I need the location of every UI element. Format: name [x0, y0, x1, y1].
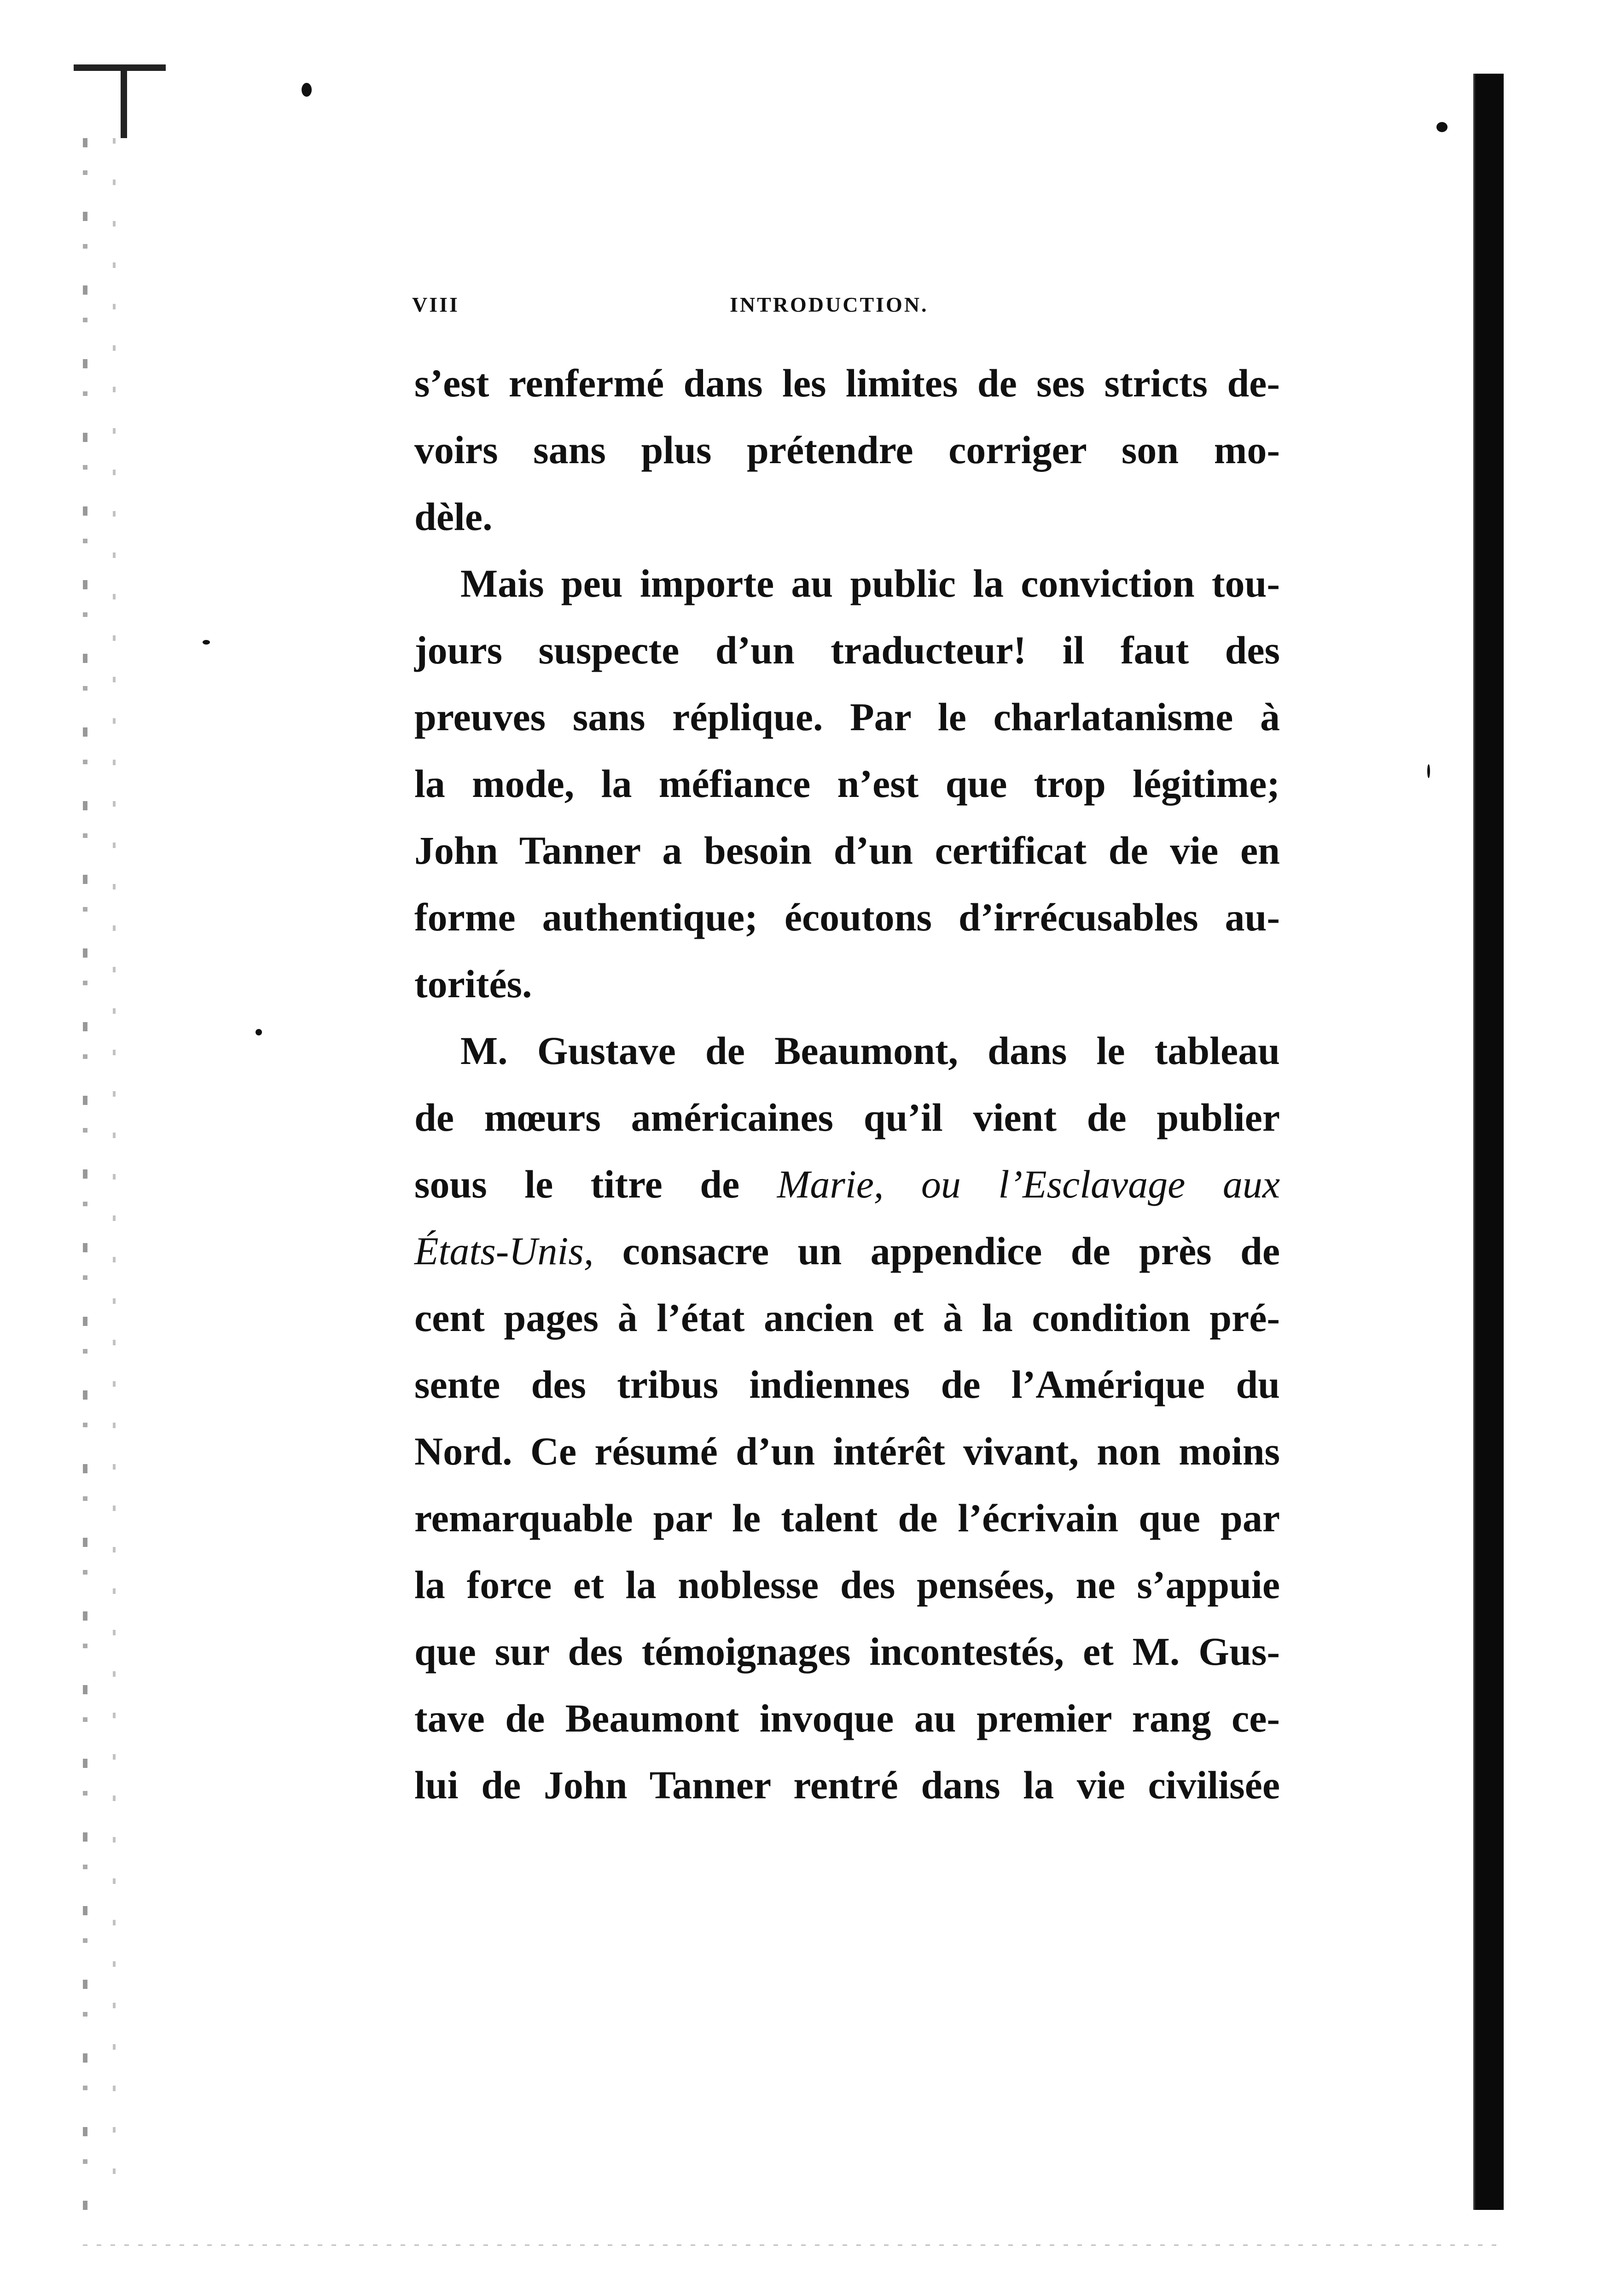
scan-speck	[302, 83, 312, 97]
text-line	[414, 1151, 1280, 1218]
paragraph-first-line: M. Gustave de Beaumont, dans le tableau	[460, 1029, 1280, 1073]
text-line: dèle.	[414, 494, 493, 539]
text-line: lui de John Tanner rentré dans la vie civilisée	[414, 1763, 1280, 1807]
italic-book-title: États-Unis,	[414, 1229, 594, 1273]
running-head	[412, 292, 955, 325]
text-line: la mode, la méfiance n’est que trop légitime;	[414, 761, 1280, 806]
text-line: cent pages à l’état ancien et à la condition pré-	[414, 1296, 1280, 1340]
scan-margin-noise	[113, 138, 116, 2210]
scan-speck	[203, 640, 210, 645]
text-line: John Tanner a besoin d’un certificat de vie en	[414, 828, 1280, 872]
scan-margin-noise	[83, 138, 87, 2210]
text-line: jours suspecte d’un traducteur! il faut des	[414, 628, 1280, 672]
text-line: de mœurs américaines qu’il vient de publier	[414, 1095, 1280, 1139]
text-line: sente des tribus indiennes de l’Amérique du	[414, 1362, 1280, 1407]
page-number: VIII	[412, 293, 459, 316]
text-line: Nord. Ce résumé d’un intérêt vivant, non moins	[414, 1429, 1280, 1473]
scan-speck	[256, 1029, 262, 1035]
italic-book-title: Marie, ou l’Esclavage aux	[777, 1162, 1280, 1206]
text-line: torités.	[414, 962, 532, 1006]
scan-speck	[1427, 764, 1430, 778]
scan-bottom-noise	[83, 2244, 1501, 2246]
text-line: que sur des témoignages incontestés, et M. Gus-	[414, 1629, 1280, 1674]
paragraph-first-line: Mais peu importe au public la conviction tou-	[460, 561, 1280, 605]
text-line: remarquable par le talent de l’écrivain que par	[414, 1496, 1280, 1540]
text-line: voirs sans plus prétendre corriger son mo-	[414, 428, 1280, 472]
scan-page-edge	[1473, 74, 1504, 2210]
text-line: tave de Beaumont invoque au premier rang ce-	[414, 1696, 1280, 1740]
text-line: forme authentique; écoutons d’irrécusables au-	[414, 895, 1280, 939]
text-line: la force et la noblesse des pensées, ne s’appuie	[414, 1563, 1280, 1607]
text-line	[414, 1218, 1280, 1285]
text-segment: sous le titre de	[414, 1162, 740, 1206]
text-line: preuves sans réplique. Par le charlatanisme à	[414, 695, 1280, 739]
scan-edge-mark	[74, 64, 166, 71]
body-text	[414, 350, 1280, 1819]
scan-speck	[1436, 122, 1448, 132]
scan-edge-mark	[121, 69, 127, 138]
text-segment: consacre un appendice de près de	[622, 1229, 1280, 1273]
running-title: INTRODUCTION.	[730, 293, 929, 316]
text-line: s’est renfermé dans les limites de ses stricts de-	[414, 361, 1280, 405]
